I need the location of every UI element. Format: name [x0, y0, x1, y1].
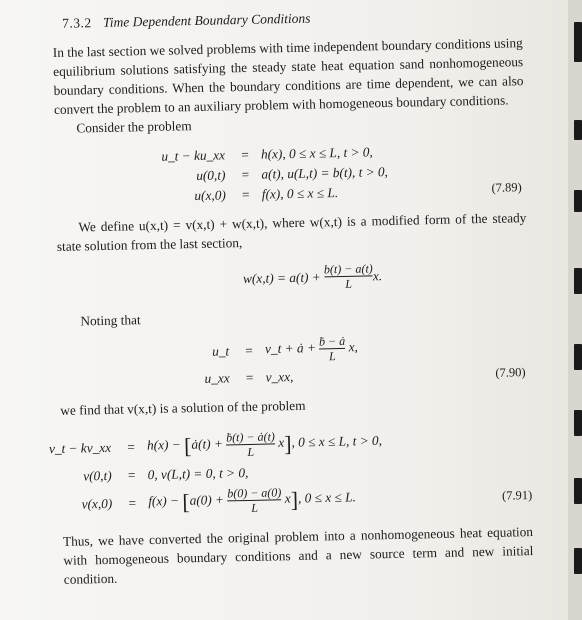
eq-rhs: a(t), u(L,t) = b(t), t > 0,	[261, 163, 389, 182]
equals-sign: =	[241, 146, 249, 162]
text-body	[48, 4, 534, 589]
numerator: ḃ(t) − ȧ(t)	[225, 428, 275, 444]
eq-lhs: v_t − kv_xx	[48, 439, 112, 456]
eq-rhs: h(x) − [ȧ(t) + $\frac{\text{ḃ(t) − ȧ(t)}}{L}$ x], 0 ≤ x ≤ L, t > 0,	[146, 428, 383, 459]
equation-7-91	[1, 420, 533, 523]
eq-rhs	[259, 330, 530, 365]
denominator: L	[328, 348, 336, 363]
equation-7-89	[55, 138, 526, 208]
eq-rhs: v_xx,	[265, 368, 294, 385]
page-tab	[574, 120, 582, 140]
eq-text: ȧ(t) +	[191, 435, 224, 452]
equals-sign: =	[245, 342, 253, 358]
denominator: L	[345, 276, 353, 291]
page-tab	[574, 478, 582, 504]
eq-rhs: f(x) − [a(0) + $\frac{b(0) - a(0)}{L}$ x], 0 ≤ x ≤ L.	[148, 484, 356, 515]
eq-text: x,	[348, 338, 358, 354]
equals-sign: =	[241, 186, 250, 202]
eq-text: a(0) +	[189, 491, 225, 508]
fraction	[324, 261, 373, 291]
page-tab	[574, 190, 582, 212]
eq-lhs: v(x,0)	[81, 495, 113, 511]
eq-text: , 0 ≤ x ≤ L.	[297, 488, 356, 505]
equals-sign: =	[127, 438, 135, 455]
paragraph-conclusion: Thus, we have converted the original problem into a nonhomogeneous heat equation with homogeneous boundary conditions and a new source term and new initial condition.	[62, 524, 534, 587]
equals-sign: =	[127, 466, 136, 483]
eq-text: , 0 ≤ x ≤ L, t > 0,	[291, 432, 383, 450]
eq-text: v_t + ȧ +	[264, 339, 317, 356]
eq-text: x	[278, 434, 285, 450]
eq-lhs: u(x,0)	[194, 186, 226, 203]
paragraph-consider: Consider the problem	[76, 118, 192, 136]
section-number: 7.3.2	[62, 15, 92, 31]
equation-w	[97, 254, 528, 299]
eq-rhs: h(x), 0 ≤ x ≤ L, t > 0,	[260, 143, 373, 162]
eq-text: x.	[372, 267, 383, 283]
equals-sign: =	[128, 494, 137, 511]
numerator: b(t) − a(t)	[323, 260, 373, 276]
eq-rhs: 0, v(L,t) = 0, t > 0,	[147, 464, 249, 482]
equation-number: (7.89)	[491, 180, 522, 195]
eq-text: w(x,t) = a(t) +	[242, 268, 321, 286]
equation-number: (7.91)	[501, 488, 533, 503]
page-tab	[574, 410, 582, 436]
numerator: b(0) − a(0)	[227, 484, 282, 500]
equals-sign: =	[241, 166, 250, 182]
page-tab	[574, 268, 582, 294]
fraction	[319, 333, 346, 363]
paragraph-noting: Noting that	[80, 312, 141, 329]
page-tab	[574, 22, 582, 62]
paragraph-define: We define u(x,t) = v(x,t) + w(x,t), where w(x,t) is a modified form of the steady state solution from the last section,	[56, 210, 527, 254]
paragraph-intro: In the last section we solved problems with time independent boundary conditions using equilibrium solutions satisfying the steady state heat equation sand nonhomogeneous boundary conditions. When the boundary conditions are time dependent, we can also convert the problem to an auxiliary problem with homogeneous boundary conditions.	[52, 35, 524, 117]
section-heading	[62, 4, 522, 33]
denominator: L	[251, 500, 259, 515]
section-title: Time Dependent Boundary Conditions	[102, 10, 311, 30]
paragraph-find: we find that v(x,t) is a solution of the problem	[60, 397, 306, 418]
eq-lhs: u_t − ku_xx	[161, 146, 226, 164]
equation-7-90	[59, 327, 530, 391]
page-edge	[568, 0, 582, 620]
fraction	[227, 485, 282, 515]
page-tab	[574, 344, 582, 370]
eq-text: f(x) −	[148, 492, 180, 509]
denominator: L	[247, 444, 255, 459]
eq-text: x	[284, 490, 291, 506]
eq-text: h(x) −	[146, 436, 181, 453]
eq-lhs: u_xx	[204, 369, 230, 386]
eq-lhs: u_t	[211, 342, 230, 359]
equals-sign: =	[245, 369, 254, 385]
equation-number: (7.90)	[495, 365, 526, 380]
page-tab	[574, 548, 582, 574]
eq-lhs: u(0,t)	[196, 166, 226, 183]
eq-rhs: f(x), 0 ≤ x ≤ L.	[261, 184, 339, 202]
eq-lhs: v(0,t)	[83, 467, 112, 483]
numerator: ḃ − ȧ	[318, 333, 346, 348]
fraction	[226, 429, 275, 459]
